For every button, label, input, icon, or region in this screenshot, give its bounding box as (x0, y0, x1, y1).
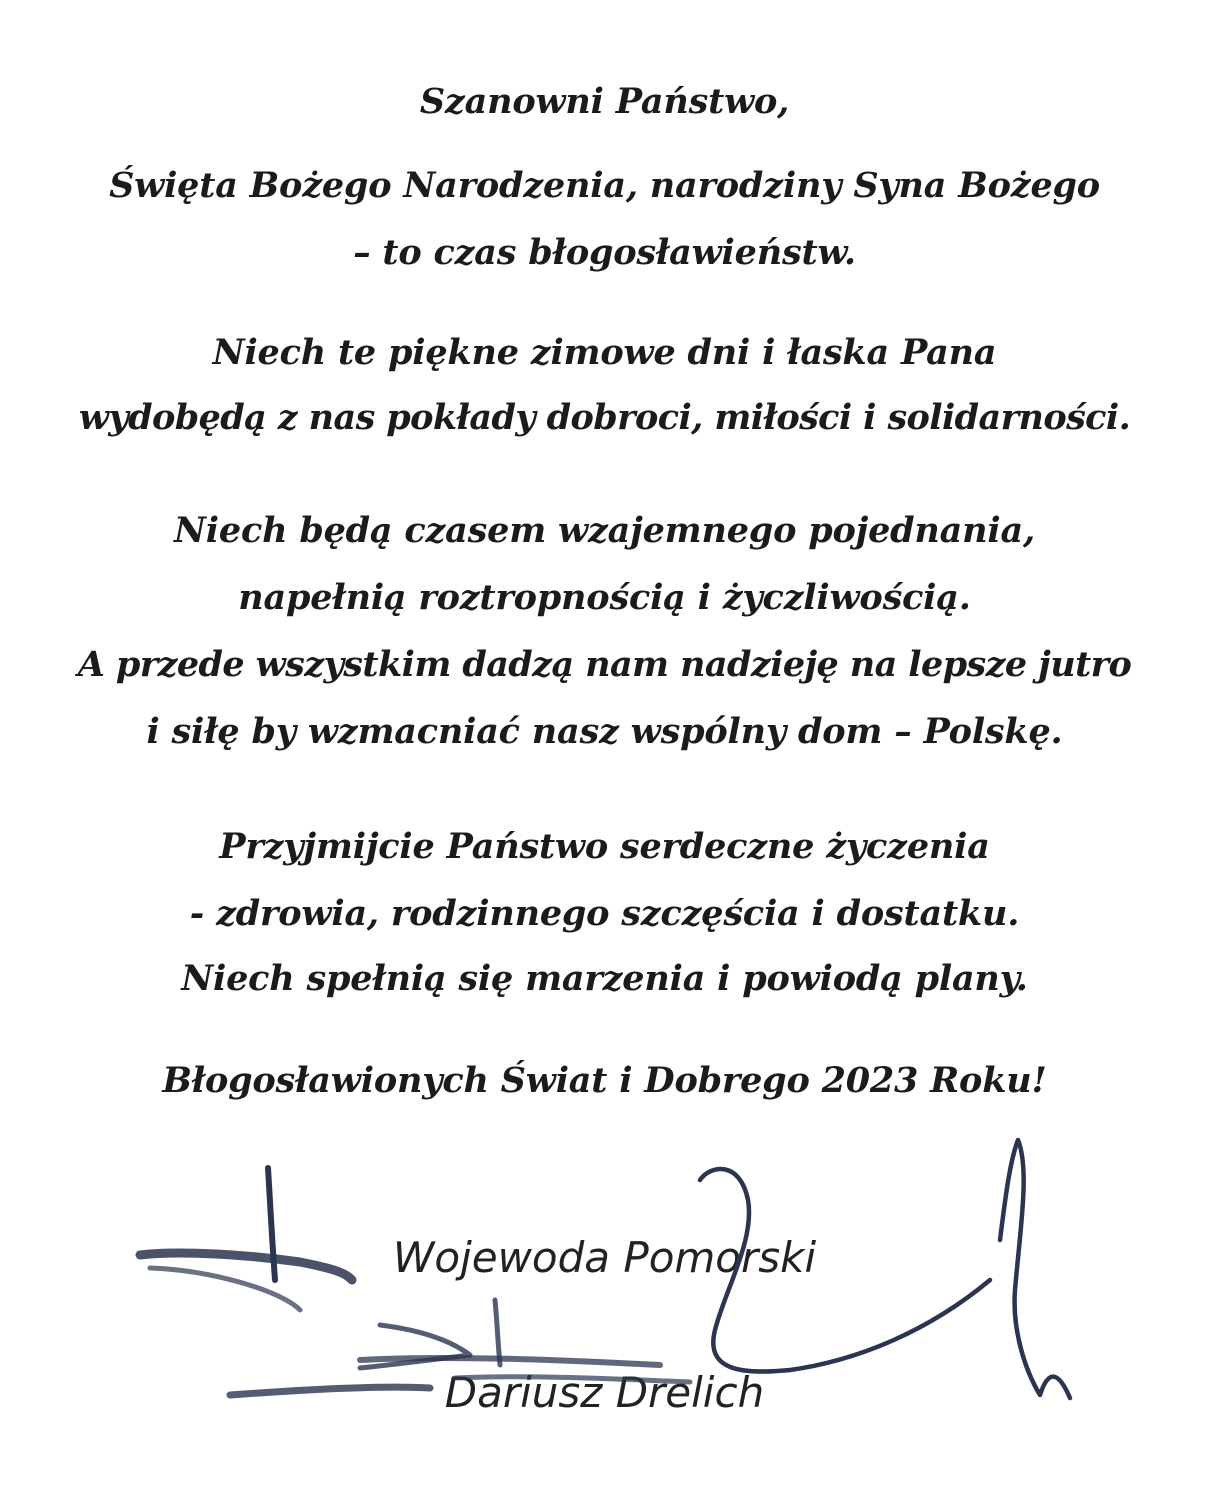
signer-name: Dariusz Drelich (444, 1368, 765, 1417)
paragraph-4-line-1: Przyjmijcie Państwo serdeczne życzenia (219, 826, 990, 867)
paragraph-4-line-2: - zdrowia, rodzinnego szczęścia i dostatku. (189, 893, 1020, 934)
paragraph-3-line-1: Niech będą czasem wzajemnego pojednania, (174, 510, 1035, 551)
paragraph-1-line-1: Święta Bożego Narodzenia, narodziny Syna Bożego (109, 165, 1100, 206)
paragraph-3-line-3: A przede wszystkim dadzą nam nadzieję na lepsze jutro (77, 644, 1132, 685)
paragraph-2-line-1: Niech te piękne zimowe dni i łaska Pana (212, 332, 997, 373)
paragraph-3-line-4: i siłę by wzmacniać nasz wspólny dom – Polskę. (146, 711, 1063, 752)
paragraph-3-line-2: napełnią roztropnością i życzliwością. (238, 577, 971, 618)
greeting: Błogosławionych Świat i Dobrego 2023 Roku! (162, 1060, 1047, 1101)
paragraph-2-line-2: wydobędą z nas pokłady dobroci, miłości i solidarności. (78, 397, 1131, 438)
signer-title: Wojewoda Pomorski (392, 1233, 817, 1282)
paragraph-1-line-2: – to czas błogosławieństw. (353, 232, 856, 273)
paragraph-4-line-3: Niech spełnią się marzenia i powiodą plany. (181, 958, 1028, 999)
salutation: Szanowni Państwo, (419, 81, 790, 122)
